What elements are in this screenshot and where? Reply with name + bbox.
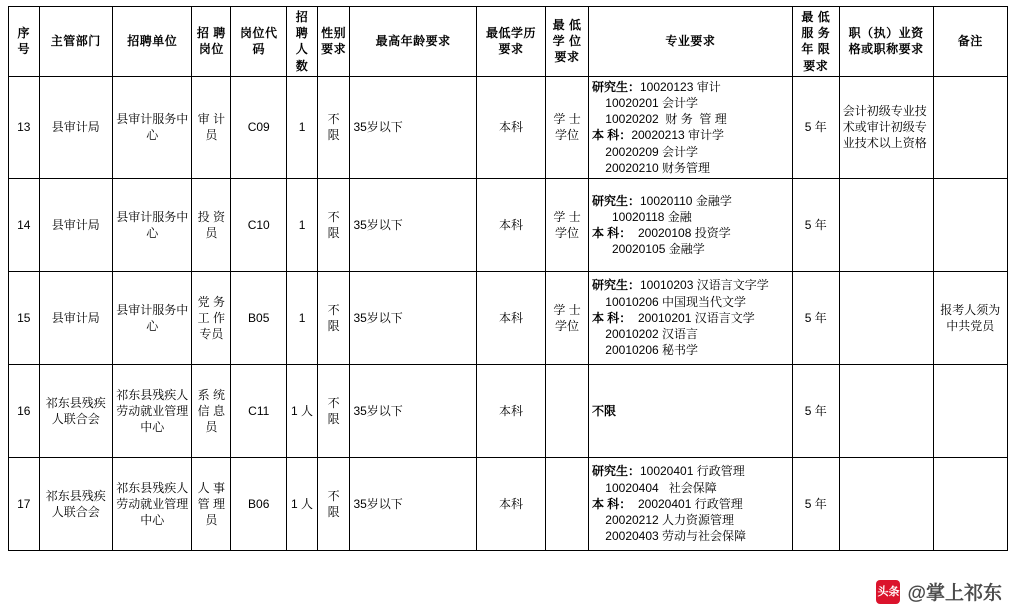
major-line: 20020105 金融学 [591,242,705,257]
cell-age: 35岁以下 [350,457,476,550]
cell-edu: 本科 [476,457,545,550]
cell-degree: 学 士 学位 [546,178,589,271]
cell-num: 1 人 [287,457,318,550]
major-line: 20020210 财务管理 [591,160,711,175]
cell-code: C11 [231,364,287,457]
toutiao-logo-icon: 头条 [876,580,900,604]
header-remark: 备注 [933,7,1007,77]
cell-major [588,178,792,271]
table-body [9,76,1008,550]
cell-post: 审 计 员 [192,76,231,178]
cell-major [588,76,792,178]
cell-dept: 县审计局 [39,76,112,178]
header-edu: 最低学历要求 [476,7,545,77]
header-seq: 序号 [9,7,40,77]
cell-cert [839,178,933,271]
header-major: 专业要求 [588,7,792,77]
table-row [9,457,1008,550]
cell-remark: 报考人须为中共党员 [933,271,1007,364]
cell-sex: 不 限 [317,364,350,457]
watermark-text: @掌上祁东 [907,583,1002,604]
major-line: 本 科： 20020108 投资学 [591,225,731,240]
major-line: 20020212 人力资源管理 [591,512,735,527]
major-line: 不限 [591,403,616,418]
header-num: 招聘人数 [287,7,318,77]
cell-num: 1 [287,178,318,271]
major-line: 20020209 会计学 [591,144,699,159]
major-line: 20010202 汉语言 [591,326,699,341]
major-line: 10020202 财 务 管 理 [591,112,727,127]
cell-major [588,457,792,550]
cell-unit: 县审计服务中心 [112,76,192,178]
header-post: 招 聘岗位 [192,7,231,77]
cell-post: 系 统 信 息 员 [192,364,231,457]
table-row [9,76,1008,178]
cell-code: B05 [231,271,287,364]
header-cert: 职（执）业资格或职称要求 [839,7,933,77]
major-line: 本 科：20020213 审计学 [591,128,725,143]
cell-remark [933,178,1007,271]
cell-age: 35岁以下 [350,178,476,271]
table-row [9,364,1008,457]
cell-sex: 不 限 [317,76,350,178]
major-line: 研究生：10010203 汉语言文字学 [591,278,769,293]
cell-code: C10 [231,178,287,271]
cell-seq: 13 [9,76,40,178]
cell-edu: 本科 [476,178,545,271]
cell-post: 党 务 工 作 专员 [192,271,231,364]
table-row [9,178,1008,271]
cell-years: 5 年 [792,364,839,457]
header-degree: 最 低学 位要求 [546,7,589,77]
cell-sex: 不 限 [317,271,350,364]
header-row [9,7,1008,77]
cell-age: 35岁以下 [350,364,476,457]
cell-major [588,364,792,457]
cell-dept: 县审计局 [39,271,112,364]
header-code: 岗位代码 [231,7,287,77]
cell-cert [839,457,933,550]
cell-sex: 不 限 [317,457,350,550]
cell-edu: 本科 [476,271,545,364]
cell-remark [933,76,1007,178]
major-line: 本 科： 20020401 行政管理 [591,496,743,511]
table-row [9,271,1008,364]
recruitment-table [8,6,1008,551]
cell-num: 1 [287,76,318,178]
cell-seq: 16 [9,364,40,457]
major-line: 本 科： 20010201 汉语言文学 [591,310,755,325]
cell-edu: 本科 [476,76,545,178]
major-line: 10020404 社会保障 [591,480,717,495]
cell-code: B06 [231,457,287,550]
cell-remark [933,457,1007,550]
major-line: 研究生：10020110 金融学 [591,193,732,208]
major-line: 10020201 会计学 [591,95,699,110]
cell-degree: 学 士 学位 [546,271,589,364]
major-line: 研究生：10020401 行政管理 [591,464,745,479]
cell-dept: 祁东县残疾人联合会 [39,364,112,457]
cell-unit: 祁东县残疾人劳动就业管理中心 [112,457,192,550]
cell-years: 5 年 [792,178,839,271]
table-header [9,7,1008,77]
cell-seq: 17 [9,457,40,550]
cell-years: 5 年 [792,76,839,178]
major-line: 10020118 金融 [591,209,692,224]
cell-post: 投 资 员 [192,178,231,271]
cell-dept: 祁东县残疾人联合会 [39,457,112,550]
cell-cert [839,364,933,457]
cell-major [588,271,792,364]
header-dept: 主管部门 [39,7,112,77]
cell-cert [839,271,933,364]
cell-code: C09 [231,76,287,178]
watermark [876,578,1002,605]
cell-seq: 15 [9,271,40,364]
header-unit: 招聘单位 [112,7,192,77]
major-line: 10010206 中国现当代文学 [591,294,747,309]
cell-dept: 县审计局 [39,178,112,271]
major-line: 20010206 秘书学 [591,343,699,358]
major-line: 20020403 劳动与社会保障 [591,529,747,544]
cell-age: 35岁以下 [350,76,476,178]
header-age: 最高年龄要求 [350,7,476,77]
cell-post: 人 事 管 理 员 [192,457,231,550]
cell-degree: 学 士 学位 [546,76,589,178]
cell-edu: 本科 [476,364,545,457]
cell-years: 5 年 [792,457,839,550]
cell-unit: 祁东县残疾人劳动就业管理中心 [112,364,192,457]
major-line: 研究生：10020123 审计 [591,79,721,94]
cell-remark [933,364,1007,457]
cell-degree [546,457,589,550]
cell-cert: 会计初级专业技术或审计初级专业技术以上资格 [839,76,933,178]
cell-degree [546,364,589,457]
cell-num: 1 人 [287,364,318,457]
cell-years: 5 年 [792,271,839,364]
header-years: 最 低服 务年 限要求 [792,7,839,77]
header-sex: 性别要求 [317,7,350,77]
cell-unit: 县审计服务中心 [112,271,192,364]
cell-unit: 县审计服务中心 [112,178,192,271]
cell-num: 1 [287,271,318,364]
cell-seq: 14 [9,178,40,271]
cell-sex: 不 限 [317,178,350,271]
cell-age: 35岁以下 [350,271,476,364]
